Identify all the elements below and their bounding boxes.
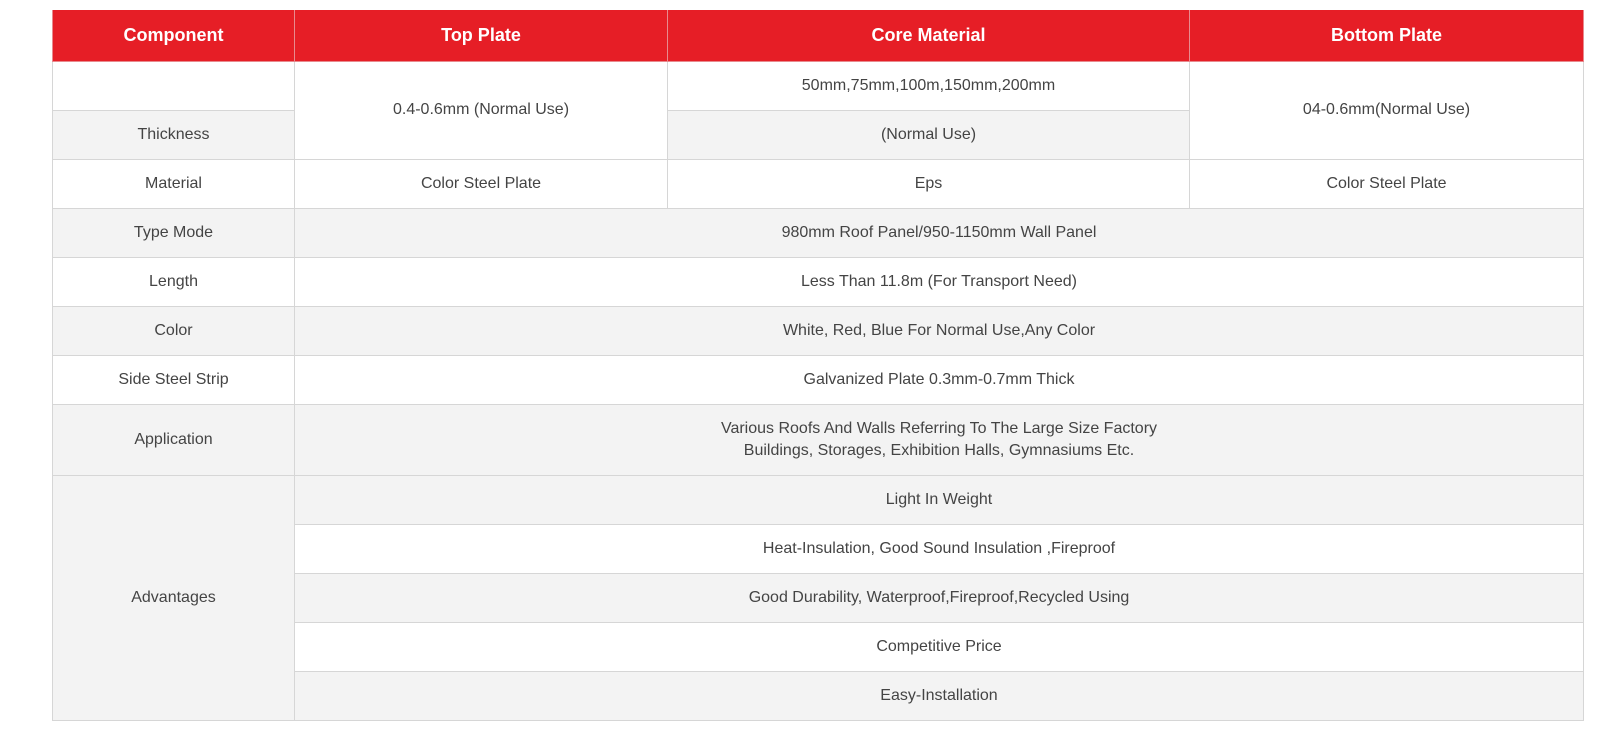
application-row bbox=[53, 404, 1584, 475]
color-row bbox=[53, 306, 1584, 355]
thickness-bottom-plate: 04-0.6mm(Normal Use) bbox=[1190, 61, 1584, 159]
application-line-1: Various Roofs And Walls Referring To The Large Size Factory bbox=[720, 419, 1158, 437]
length-row bbox=[53, 257, 1584, 306]
side-steel-strip-value: Galvanized Plate 0.3mm-0.7mm Thick bbox=[295, 355, 1584, 404]
advantage-item: Light In Weight bbox=[295, 475, 1584, 524]
material-core: Eps bbox=[668, 159, 1190, 208]
application-label: Application bbox=[53, 404, 295, 475]
side-steel-strip-row bbox=[53, 355, 1584, 404]
thickness-label: Thickness bbox=[53, 110, 295, 159]
length-value: Less Than 11.8m (For Transport Need) bbox=[295, 257, 1584, 306]
header-top-plate: Top Plate bbox=[295, 10, 668, 61]
header-row bbox=[53, 10, 1584, 61]
spec-table bbox=[52, 10, 1584, 721]
application-line-2: Buildings, Storages, Exhibition Halls, Gymnasiums Etc. bbox=[743, 441, 1135, 459]
material-top-plate: Color Steel Plate bbox=[295, 159, 668, 208]
type-mode-value: 980mm Roof Panel/950-1150mm Wall Panel bbox=[295, 208, 1584, 257]
thickness-top-plate: 0.4-0.6mm (Normal Use) bbox=[295, 61, 668, 159]
advantage-item: Heat-Insulation, Good Sound Insulation ,Fireproof bbox=[295, 524, 1584, 573]
color-label: Color bbox=[53, 306, 295, 355]
thickness-core-line2: (Normal Use) bbox=[668, 110, 1190, 159]
advantage-item: Competitive Price bbox=[295, 622, 1584, 671]
header-core-material: Core Material bbox=[668, 10, 1190, 61]
side-steel-strip-label: Side Steel Strip bbox=[53, 355, 295, 404]
type-mode-row bbox=[53, 208, 1584, 257]
material-row bbox=[53, 159, 1584, 208]
thickness-label-blank bbox=[53, 61, 295, 110]
thickness-row-1 bbox=[53, 61, 1584, 110]
type-mode-label: Type Mode bbox=[53, 208, 295, 257]
material-bottom-plate: Color Steel Plate bbox=[1190, 159, 1584, 208]
application-value bbox=[295, 404, 1584, 475]
advantage-item: Good Durability, Waterproof,Fireproof,Recycled Using bbox=[295, 573, 1584, 622]
advantages-row-1 bbox=[53, 475, 1584, 524]
header-component: Component bbox=[53, 10, 295, 61]
advantages-label: Advantages bbox=[53, 475, 295, 720]
header-bottom-plate: Bottom Plate bbox=[1190, 10, 1584, 61]
thickness-core-line1: 50mm,75mm,100m,150mm,200mm bbox=[668, 61, 1190, 110]
advantage-item: Easy-Installation bbox=[295, 671, 1584, 720]
material-label: Material bbox=[53, 159, 295, 208]
length-label: Length bbox=[53, 257, 295, 306]
color-value: White, Red, Blue For Normal Use,Any Color bbox=[295, 306, 1584, 355]
